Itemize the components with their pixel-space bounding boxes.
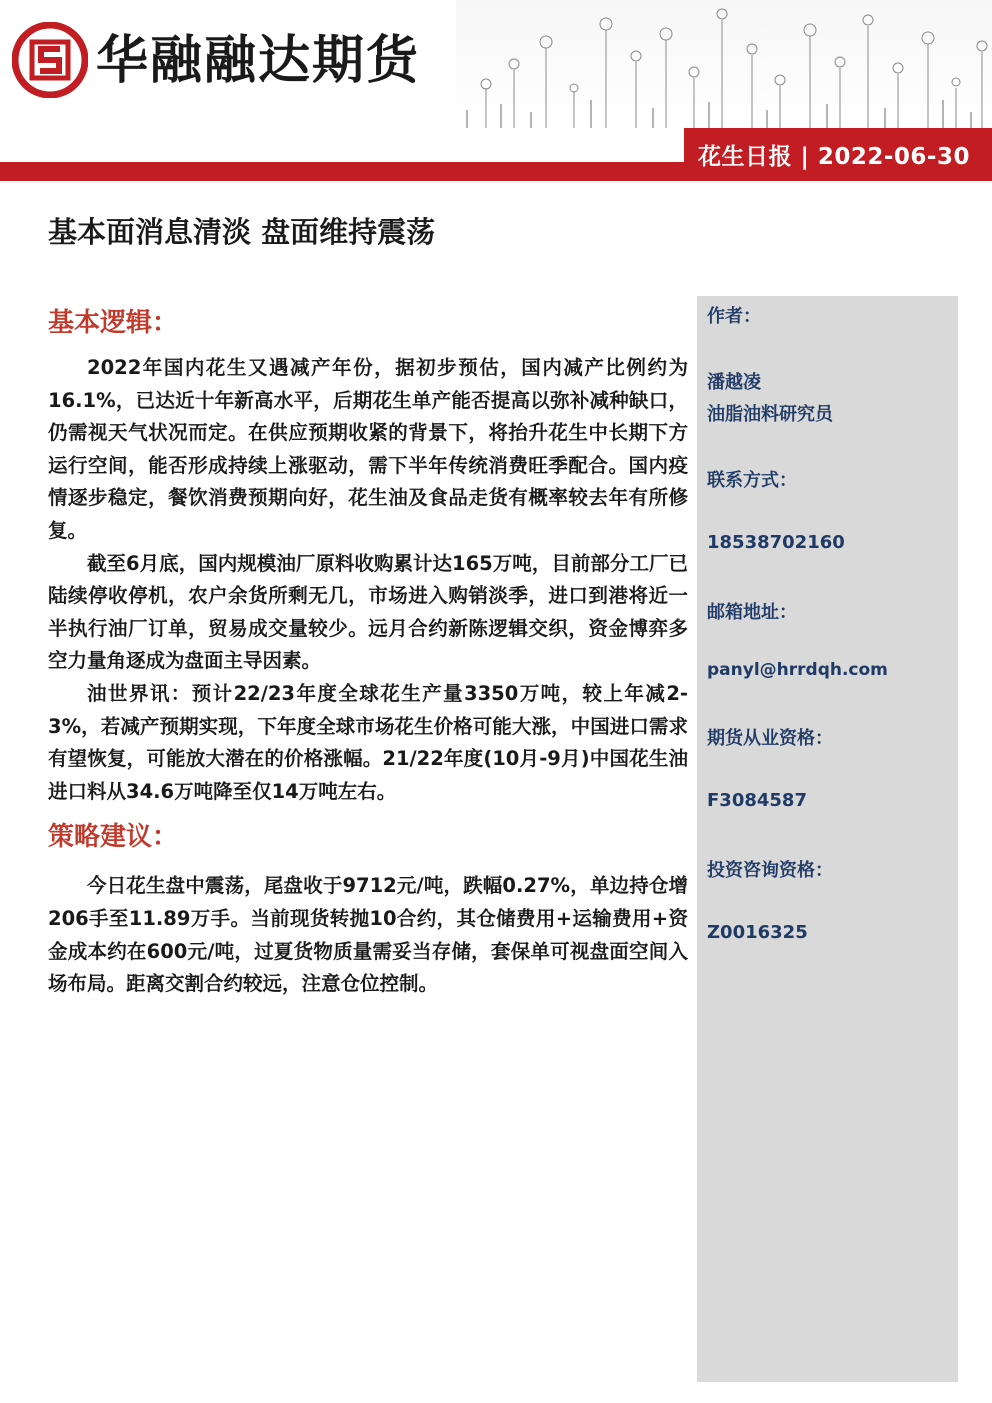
author-sidebar: [697, 296, 958, 1382]
advisory-qualification-number: Z0016325: [707, 922, 808, 943]
section-heading-strategy: 策略建议：: [48, 822, 179, 853]
futures-qualification-label: 期货从业资格：: [707, 728, 833, 749]
logic-paragraph: 油世界讯：预计22/23年度全球花生产量3350万吨，较上年减2-3%，若减产预期实现，下年度全球市场花生价格可能大涨，中国进口需求有望恢复，可能放大潜在的价格涨幅。21/22年度(10月-9月)中国花生油进口料从34.6万吨降至仅14万吨左右。: [48, 681, 688, 803]
strategy-paragraph: 今日花生盘中震荡，尾盘收于9712元/吨，跌幅0.27%，单边持仓增206手至11.89万手。当前现货转抛10合约，其仓储费用+运输费用+资金成本约在600元/吨，过夏货物质量需妥当存储，套保单可视盘面空间入场布局。距离交割合约较远，注意仓位控制。: [48, 874, 688, 996]
page-title: 基本面消息清淡 盘面维持震荡: [48, 215, 436, 249]
author-name: 潘越凌: [707, 372, 761, 393]
contact-phone[interactable]: 18538702160: [707, 532, 845, 553]
email-label: 邮箱地址：: [707, 602, 797, 623]
report-tag: 花生日报 | 2022-06-30: [697, 144, 970, 170]
company-logo-icon: [12, 22, 88, 98]
decorative-pattern: [456, 0, 992, 128]
author-label: 作者：: [707, 306, 761, 327]
futures-qualification-number: F3084587: [707, 790, 807, 811]
author-title: 油脂油料研究员: [707, 404, 833, 425]
logic-paragraph: 2022年国内花生又遇减产年份，据初步预估，国内减产比例约为16.1%，已达近十年新高水平，后期花生单产能否提高以弥补减种缺口，仍需视天气状况而定。在供应预期收紧的背景下，将抬升花生中长期下方运行空间，能否形成持续上涨驱动，需下半年传统消费旺季配合。国内疫情逐步稳定，餐饮消费预期向好，花生油及食品走货有概率较去年有所修复。: [48, 356, 688, 542]
logic-paragraph: 截至6月底，国内规模油厂原料收购累计达165万吨，目前部分工厂已陆续停收停机，农户余货所剩无几，市场进入购销淡季，进口到港将近一半执行油厂订单，贸易成交量较少。远月合约新陈逻辑交织，资金博弈多空力量角逐成为盘面主导因素。: [48, 551, 688, 673]
section-heading-logic: 基本逻辑：: [48, 308, 179, 338]
page-header: [0, 0, 992, 128]
main-content: [48, 300, 688, 1001]
brand-name: 华融融达期货: [96, 31, 421, 91]
advisory-qualification-label: 投资咨询资格：: [707, 860, 833, 881]
banner-white-tab: [0, 128, 684, 162]
email-link[interactable]: panyl@hrrdqh.com: [707, 660, 888, 680]
contact-label: 联系方式：: [707, 470, 797, 491]
